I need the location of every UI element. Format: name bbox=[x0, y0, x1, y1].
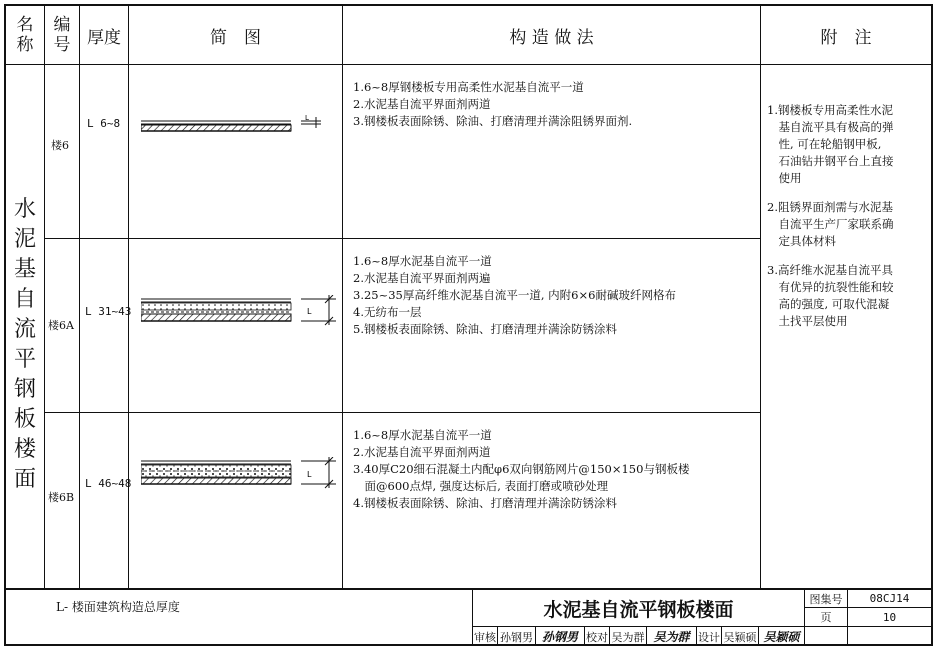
construction-steps-lou6 bbox=[353, 79, 632, 130]
row-id: 楼6B bbox=[48, 491, 75, 504]
category-title-char: 基 bbox=[13, 257, 36, 282]
header-number-text: 编号 bbox=[53, 15, 71, 55]
row-thickness: L 46~48 bbox=[85, 477, 132, 490]
step-4: 4.无纺布一层 bbox=[353, 305, 422, 319]
design-signature: 吴颖硕 bbox=[763, 630, 800, 644]
check-label: 校对 bbox=[586, 630, 608, 644]
design-name: 吴颖硕 bbox=[723, 630, 757, 644]
row-lou6a bbox=[45, 239, 760, 412]
dimension-mark: L bbox=[307, 470, 312, 479]
header-number bbox=[45, 6, 79, 64]
step-3: 3.25~35厚高纤维水泥基自流平一道, 内附6×6耐碱玻纤网格布 bbox=[353, 288, 676, 302]
step-2: 2.水泥基自流平界面剂两道 bbox=[353, 97, 491, 111]
row-id: 楼6 bbox=[51, 139, 69, 152]
step-2: 2.水泥基自流平界面剂两道 bbox=[353, 445, 491, 459]
construction-steps-lou6a bbox=[353, 253, 676, 338]
step-3: 3.40厚C20细石混凝土内配φ6双向钢筋网片@150×150与钢板楼 bbox=[353, 462, 690, 476]
category-title-char: 平 bbox=[13, 347, 36, 372]
row-id: 楼6A bbox=[48, 319, 74, 332]
check-name: 吴为群 bbox=[611, 630, 645, 644]
step-1: 1.6~8厚钢楼板专用高柔性水泥基自流平一道 bbox=[353, 80, 584, 94]
header-thickness: 厚度 bbox=[87, 27, 121, 48]
dimension-mark: L bbox=[307, 307, 312, 316]
dimension-mark: L bbox=[305, 115, 309, 122]
row-thickness: L 6~8 bbox=[87, 117, 121, 130]
step-1: 1.6~8厚水泥基自流平一道 bbox=[353, 428, 492, 442]
category-title bbox=[10, 195, 40, 495]
drawing-title: 水泥基自流平钢板楼面 bbox=[543, 598, 734, 621]
category-title-char: 楼 bbox=[13, 437, 36, 462]
category-title-char: 面 bbox=[13, 467, 36, 492]
row-thickness: L 31~43 bbox=[85, 305, 132, 318]
review-label: 审核 bbox=[474, 630, 496, 644]
step-3-cont: 面@600点焊, 强度达标后, 表面打磨或喷砂处理 bbox=[353, 479, 609, 493]
category-title-char: 板 bbox=[13, 407, 36, 432]
construction-steps-lou6b bbox=[353, 427, 689, 512]
category-title-char: 水 bbox=[13, 197, 36, 222]
review-name: 孙钢男 bbox=[500, 630, 533, 644]
note-1: 1.钢楼板专用高柔性水泥 基自流平具有极高的弹 性, 可在轮船钢甲板, 石油钻井钢平台上直接 使用 bbox=[767, 103, 894, 185]
note-3: 3.高纤维水泥基自流平具 有优异的抗裂性能和较 高的强度, 可取代混凝 土找平层使用 bbox=[767, 263, 894, 328]
category-title-char: 钢 bbox=[13, 377, 36, 402]
atlas-number: 08CJ14 bbox=[869, 592, 910, 605]
step-3: 3.钢楼板表面除锈、除油、打磨清理并满涂阻锈界面剂. bbox=[353, 114, 633, 128]
step-2: 2.水泥基自流平界面剂两遍 bbox=[353, 271, 491, 285]
section-diagram-lou6b bbox=[141, 457, 341, 493]
atlas-label: 图集号 bbox=[809, 592, 843, 606]
section-diagram-lou6a bbox=[141, 295, 341, 331]
category-title-char: 泥 bbox=[13, 227, 36, 252]
header-notes: 附 注 bbox=[820, 27, 872, 48]
step-4: 4.钢楼板表面除锈、除油、打磨清理并满涂防锈涂料 bbox=[353, 496, 617, 510]
section-diagram-lou6 bbox=[141, 115, 341, 141]
notes bbox=[767, 102, 894, 330]
check-signature: 吴为群 bbox=[653, 630, 690, 644]
row-lou6b bbox=[45, 413, 760, 588]
header-name-text: 名称 bbox=[16, 15, 34, 55]
row-lou6 bbox=[45, 65, 760, 238]
category-title-char: 流 bbox=[13, 317, 36, 342]
review-signature: 孙钢男 bbox=[541, 630, 578, 644]
header-construction: 构 造 做 法 bbox=[509, 27, 594, 48]
step-1: 1.6~8厚水泥基自流平一道 bbox=[353, 254, 492, 268]
step-5: 5.钢楼板表面除锈、除油、打磨清理并满涂防锈涂料 bbox=[353, 322, 617, 336]
page-label: 页 bbox=[820, 611, 832, 624]
footer-legend: L- 楼面建筑构造总厚度 bbox=[56, 600, 180, 614]
header-diagram: 简 图 bbox=[210, 27, 261, 48]
category-title-char: 自 bbox=[13, 287, 36, 312]
page-number: 10 bbox=[882, 610, 897, 624]
design-label: 设计 bbox=[698, 630, 720, 644]
header-name bbox=[6, 6, 44, 64]
note-2: 2.阻锈界面剂需与水泥基 自流平生产厂家联系确 定具体材料 bbox=[767, 200, 894, 248]
